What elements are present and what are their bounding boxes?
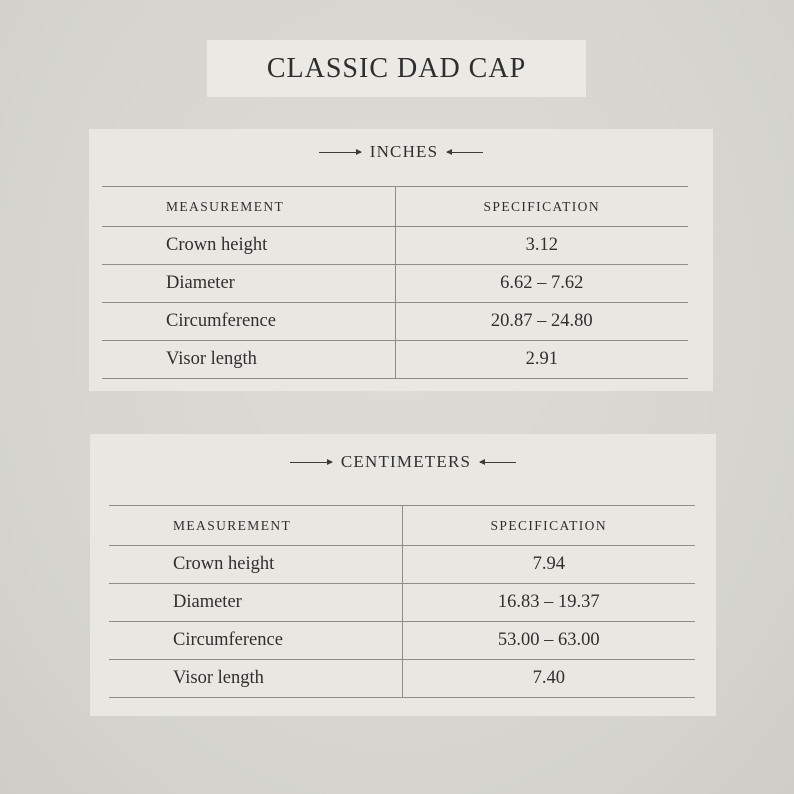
- section-title: INCHES: [369, 142, 439, 161]
- specification-cell: 2.91: [395, 341, 688, 379]
- inches-table: [102, 186, 688, 379]
- centimeters-card: [90, 434, 716, 716]
- table-row: [102, 303, 688, 341]
- specification-cell: 6.62 – 7.62: [395, 265, 688, 303]
- table-row: [109, 622, 695, 660]
- table-row: [109, 584, 695, 622]
- table-header-row: [109, 506, 695, 546]
- specification-cell: 53.00 – 63.00: [402, 622, 695, 660]
- inches-card: [89, 129, 713, 391]
- specification-cell: 16.83 – 19.37: [402, 584, 695, 622]
- column-header-measurement: MEASUREMENT: [109, 506, 402, 546]
- measurement-cell: Visor length: [102, 341, 395, 379]
- right-arrow-icon: [319, 152, 361, 153]
- right-arrow-icon: [290, 462, 332, 463]
- table-header-row: [102, 187, 688, 227]
- table-row: [102, 265, 688, 303]
- measurement-cell: Circumference: [102, 303, 395, 341]
- left-arrow-icon: [447, 152, 483, 153]
- inches-heading: [89, 140, 713, 164]
- left-arrow-icon: [480, 462, 516, 463]
- measurement-cell: Diameter: [102, 265, 395, 303]
- column-header-specification: SPECIFICATION: [395, 187, 688, 227]
- centimeters-table: [109, 505, 695, 698]
- specification-cell: 7.94: [402, 546, 695, 584]
- specification-cell: 3.12: [395, 227, 688, 265]
- section-title: CENTIMETERS: [340, 452, 472, 471]
- title-banner: [207, 40, 586, 97]
- table-row: [102, 227, 688, 265]
- measurement-cell: Circumference: [109, 622, 402, 660]
- column-header-specification: SPECIFICATION: [402, 506, 695, 546]
- measurement-cell: Crown height: [102, 227, 395, 265]
- table-row: [109, 660, 695, 698]
- specification-cell: 20.87 – 24.80: [395, 303, 688, 341]
- measurement-cell: Visor length: [109, 660, 402, 698]
- column-header-measurement: MEASUREMENT: [102, 187, 395, 227]
- measurement-cell: Diameter: [109, 584, 402, 622]
- centimeters-heading: [90, 450, 716, 474]
- specification-cell: 7.40: [402, 660, 695, 698]
- table-row: [102, 341, 688, 379]
- measurement-cell: Crown height: [109, 546, 402, 584]
- page-title: CLASSIC DAD CAP: [266, 52, 527, 84]
- table-row: [109, 546, 695, 584]
